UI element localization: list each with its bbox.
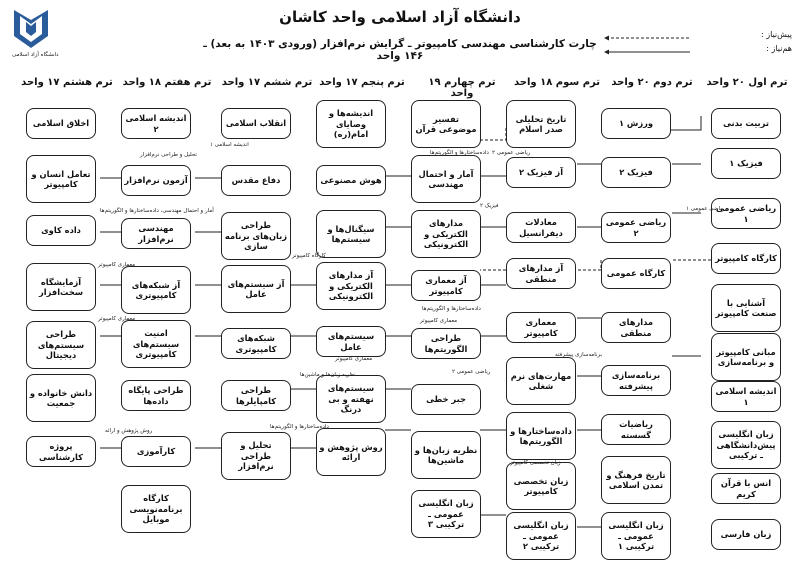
course-data-structures: داده‌ساختارها و الگوریتم‌ها: [506, 412, 576, 460]
course-islamic-history: تاریخ فرهنگ و تمدن اسلامی: [601, 456, 671, 504]
course-calculus-2: ریاضی عمومی ۲: [601, 212, 671, 243]
page-title: دانشگاه آزاد اسلامی واحد کاشان: [279, 8, 521, 26]
university-logo: [10, 6, 52, 58]
course-electric-circuits-lab: آز مدارهای الکتریکی و الکترونیکی: [316, 262, 386, 310]
course-architecture-lab: آز معماری کامپیوتر: [411, 270, 481, 301]
course-hci: تعامل انسان و کامپیوتر: [26, 155, 96, 203]
course-os-lab: آز سیستم‌های عامل: [221, 265, 291, 313]
term-header-3: ترم سوم ۱۸ واحد: [513, 77, 601, 88]
course-linear-algebra: جبر خطی: [411, 384, 481, 415]
course-data-mining: داده کاوی: [26, 215, 96, 246]
course-islamic-thought-2: اندیشه اسلامی ۲: [121, 108, 191, 139]
course-logic-circuits: مدارهای منطقی: [601, 312, 671, 343]
course-mobile-workshop: کارگاه برنامه‌نویسی موبایل: [121, 485, 191, 533]
course-computer-networks: شبکه‌های کامپیوتری: [221, 328, 291, 359]
course-english-3: زبان انگلیسی عمومی ـ ترکیبی ۳: [411, 490, 481, 538]
edge-label: داده‌ساختارها و الگوریتم‌ها: [430, 150, 489, 156]
course-software-analysis: تحلیل و طراحی نرم‌افزار: [221, 432, 291, 480]
legend-prereq: پیش‌نیاز :: [760, 30, 792, 39]
course-family-knowledge: دانش خانواده و جمعیت: [26, 374, 96, 422]
course-security: امنیت سیستم‌های کامپیوتری: [121, 320, 191, 368]
edge-label: کارگاه کامپیوتر: [292, 253, 326, 259]
term-header-6: ترم ششم ۱۷ واحد: [221, 77, 313, 88]
course-logic-circuits-lab: آز مدارهای منطقی: [506, 258, 576, 289]
edge-label: معماری کامپیوتر: [335, 356, 373, 362]
course-soft-skills: مهارت‌های نرم شغلی: [506, 357, 576, 405]
course-technical-english: زبان تخصصی کامپیوتر: [506, 462, 576, 510]
course-islamic-thought-1: اندیشه اسلامی ۱: [711, 381, 781, 412]
term-header-7: ترم هفتم ۱۸ واحد: [122, 77, 212, 88]
course-quran-interpretation: تفسیر موضوعی قرآن: [411, 100, 481, 148]
course-intro-computer-industry: آشنایی با صنعت کامپیوتر: [711, 284, 781, 332]
course-networks-lab: آز شبکه‌های کامپیوتری: [121, 266, 191, 314]
course-digital-design: طراحی سیستم‌های دیجیتال: [26, 321, 96, 369]
course-research-methods: روش پژوهش و ارائه: [316, 428, 386, 476]
term-header-2: ترم دوم ۲۰ واحد: [611, 77, 693, 88]
course-physics-2-lab: آز فیزیک ۲: [506, 157, 576, 188]
page-subtitle: چارت کارشناسی مهندسی کامپیوتر ـ گرایش نرم‌افزار (ورودی ۱۴۰۳ به بعد) ـ ۱۴۶ واحد: [203, 38, 597, 62]
course-differential-equations: معادلات دیفرانسیل: [506, 212, 576, 243]
course-english-2: زبان انگلیسی عمومی ـ ترکیبی ۲: [506, 512, 576, 560]
course-islamic-revolution: انقلاب اسلامی: [221, 108, 291, 139]
course-calculus-1: ریاضی عمومی ۱: [711, 198, 781, 229]
course-engineering-statistics: آمار و احتمال مهندسی: [411, 155, 481, 203]
course-algorithm-design: طراحی الگوریتم‌ها: [411, 328, 481, 359]
course-database-design: طراحی پایگاه داده‌ها: [121, 380, 191, 411]
course-quran: انس با قرآن کریم: [711, 473, 781, 504]
edge-label: تحلیل و طراحی نرم‌افزار: [140, 152, 197, 158]
course-computer-architecture: معماری کامپیوتر: [506, 312, 576, 343]
edge-label: ریاضی عمومی ۲: [452, 369, 491, 375]
logo-caption: دانشگاه آزاد اسلامی: [12, 52, 59, 58]
course-compiler-design: طراحی کامپایلرها: [221, 380, 291, 411]
course-automata-theory: نظریه زبان‌ها و ماشین‌ها: [411, 431, 481, 479]
edge-label: معماری کامپیوتر: [98, 262, 136, 268]
course-artificial-intelligence: هوش مصنوعی: [316, 165, 386, 196]
course-english-1: زبان انگلیسی عمومی ـ ترکیبی ۱: [601, 512, 671, 560]
edge-label: داده‌ساختارها و الگوریتم‌ها: [422, 306, 481, 312]
course-programming-languages: طراحی زبان‌های برنامه سازی: [221, 212, 291, 260]
course-software-engineering: مهندسی نرم‌افزار: [121, 218, 191, 249]
course-signals-systems: سیگنال‌ها و سیستم‌ها: [316, 210, 386, 258]
course-sport-1: ورزش ۱: [601, 108, 671, 139]
edge-label: برنامه‌سازی پیشرفته: [555, 352, 603, 358]
course-final-project: پروژه کارشناسی: [26, 436, 96, 467]
course-operating-systems: سیستم‌های عامل: [316, 326, 386, 357]
edge-label: آمار و احتمال مهندسی، داده‌ساختارها و الگوریتم‌ها: [100, 208, 214, 214]
course-software-testing: آزمون نرم‌افزار: [121, 165, 191, 196]
course-computer-workshop: کارگاه کامپیوتر: [711, 243, 781, 274]
course-persian: زبان فارسی: [711, 519, 781, 550]
edge-label: نظریه زبان‌ها و ماشین‌ها: [300, 372, 356, 378]
term-header-1: ترم اول ۲۰ واحد: [706, 77, 788, 88]
course-imam-thoughts: اندیشه‌ها و وصایای امام(ره): [316, 100, 386, 148]
course-physics-2: فیزیک ۲: [601, 157, 671, 188]
course-early-islam-history: تاریخ تحلیلی صدر اسلام: [506, 100, 576, 148]
course-hardware-lab: آزمایشگاه سخت‌افزار: [26, 263, 96, 311]
edge-label: معماری کامپیوتر: [420, 318, 458, 324]
edge-label: ریاضی عمومی ۲: [492, 150, 531, 156]
edge-label: ریاضی عمومی ۱: [686, 206, 725, 212]
course-physics-1: فیزیک ۱: [711, 148, 781, 179]
course-physical-education: تربیت بدنی: [711, 108, 781, 139]
course-advanced-programming: برنامه‌سازی پیشرفته: [601, 365, 671, 396]
course-internship: کارآموزی: [121, 436, 191, 467]
course-embedded-systems: سیستم‌های نهفته و بی درنگ: [316, 375, 386, 423]
course-programming-fundamentals: مبانی کامپیوتر و برنامه‌سازی: [711, 333, 781, 381]
term-header-8: ترم هشتم ۱۷ واحد: [21, 77, 113, 88]
course-electric-circuits: مدارهای الکتریکی و الکترونیکی: [411, 210, 481, 258]
edge-label: زبان تخصصی کامپیوتر: [510, 460, 561, 466]
term-header-5: ترم پنجم ۱۷ واحد: [319, 77, 405, 88]
edge-label: داده‌ساختارها و الگوریتم‌ها: [270, 424, 329, 430]
course-pre-english: زبان انگلیسی پیش‌دانشگاهی ـ ترکیبی: [711, 421, 781, 469]
term-header-4: ترم چهارم ۱۹ واحد: [428, 77, 496, 99]
course-general-workshop: کارگاه عمومی: [601, 258, 671, 289]
course-discrete-math: ریاضیات گسسته: [601, 414, 671, 445]
edge-label: معماری کامپیوتر: [98, 316, 136, 322]
edge-label: روش پژوهش و ارائه: [105, 428, 153, 434]
legend-coreq: هم‌نیاز :: [766, 44, 792, 53]
edge-label: اندیشه اسلامی ۱: [210, 142, 249, 148]
course-islamic-ethics: اخلاق اسلامی: [26, 108, 96, 139]
edge-label: فیزیک ۲: [480, 203, 499, 209]
course-holy-defense: دفاع مقدس: [221, 165, 291, 196]
